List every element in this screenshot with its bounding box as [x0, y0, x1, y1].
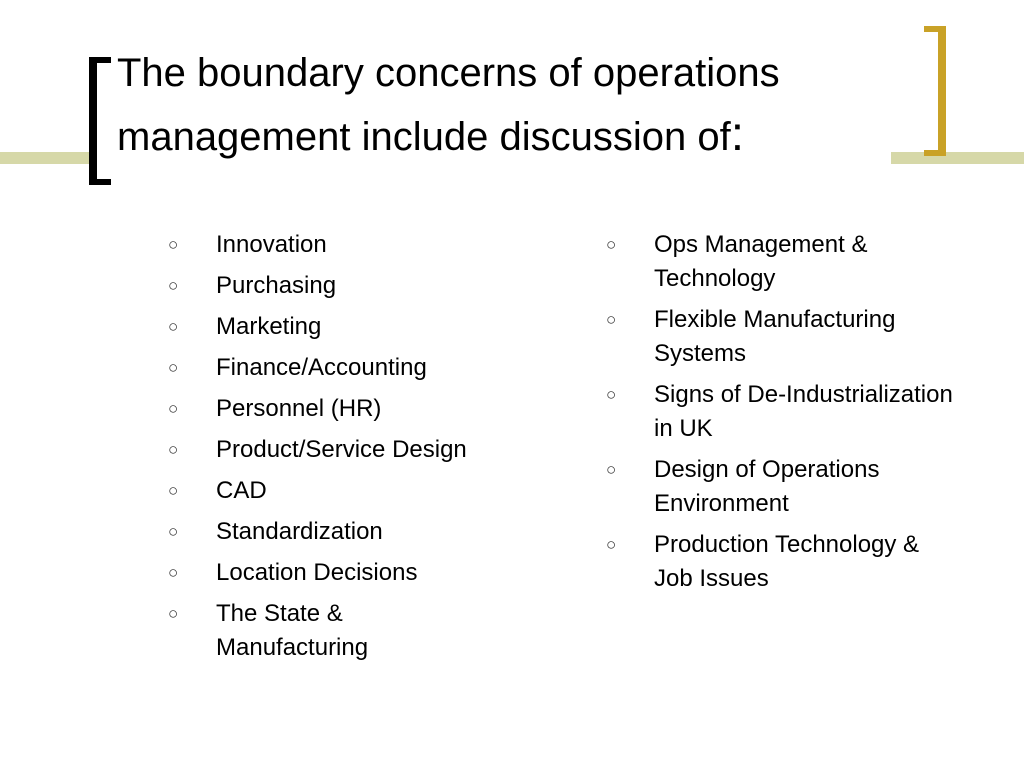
list-item-text: Marketing	[216, 313, 322, 340]
list-item-text: Standardization	[216, 518, 383, 545]
slide-title-text: The boundary concerns of operations management include discussion of	[117, 51, 780, 159]
slide-title-colon: :	[730, 108, 745, 161]
list-item-text: Innovation	[216, 231, 327, 258]
list-item	[168, 433, 548, 467]
list-item	[168, 269, 548, 303]
list-item	[606, 453, 951, 521]
list-item-text: Production Technology & Job Issues	[654, 531, 920, 592]
list-item-text: Product/Service Design	[216, 436, 467, 463]
list-item	[606, 303, 951, 371]
list-item-text: The State & Manufacturing	[216, 600, 369, 661]
right-bullet-list	[606, 228, 951, 603]
list-item-text: Personnel (HR)	[216, 395, 382, 422]
list-item-text: Ops Management & Technology	[654, 231, 868, 292]
bullet-icon: ○	[168, 358, 179, 377]
list-item	[168, 228, 548, 262]
left-bullet-list	[168, 228, 548, 672]
list-item-text: Finance/Accounting	[216, 354, 427, 381]
bullet-icon: ○	[168, 563, 179, 582]
list-item-text: Flexible Manufacturing Systems	[654, 306, 896, 367]
list-item	[606, 228, 951, 296]
bullet-icon: ○	[606, 385, 617, 404]
bullet-icon: ○	[168, 317, 179, 336]
list-item	[168, 351, 548, 385]
bullet-icon: ○	[606, 310, 617, 329]
bullet-icon: ○	[168, 399, 179, 418]
left-bracket-decoration	[89, 57, 111, 185]
list-item-text: Location Decisions	[216, 559, 418, 586]
list-item-text: Design of Operations Environment	[654, 456, 880, 517]
right-bracket-decoration	[924, 26, 946, 156]
list-item-text: Signs of De-Industrialization in UK	[654, 381, 953, 442]
bullet-icon: ○	[168, 522, 179, 541]
bullet-icon: ○	[168, 235, 179, 254]
list-item	[168, 556, 548, 590]
bullet-icon: ○	[606, 535, 617, 554]
list-item	[168, 310, 548, 344]
list-item	[168, 597, 426, 665]
bullet-icon: ○	[606, 460, 617, 479]
bullet-icon: ○	[168, 276, 179, 295]
bullet-icon: ○	[168, 440, 179, 459]
list-item	[606, 528, 951, 596]
list-item	[168, 392, 548, 426]
bullet-icon: ○	[168, 481, 179, 500]
list-item-text: CAD	[216, 477, 267, 504]
bullet-icon: ○	[606, 235, 617, 254]
list-item	[606, 378, 954, 446]
list-item	[168, 515, 548, 549]
list-item-text: Purchasing	[216, 272, 337, 299]
bullet-icon: ○	[168, 604, 179, 623]
slide-title	[117, 42, 907, 168]
list-item	[168, 474, 548, 508]
